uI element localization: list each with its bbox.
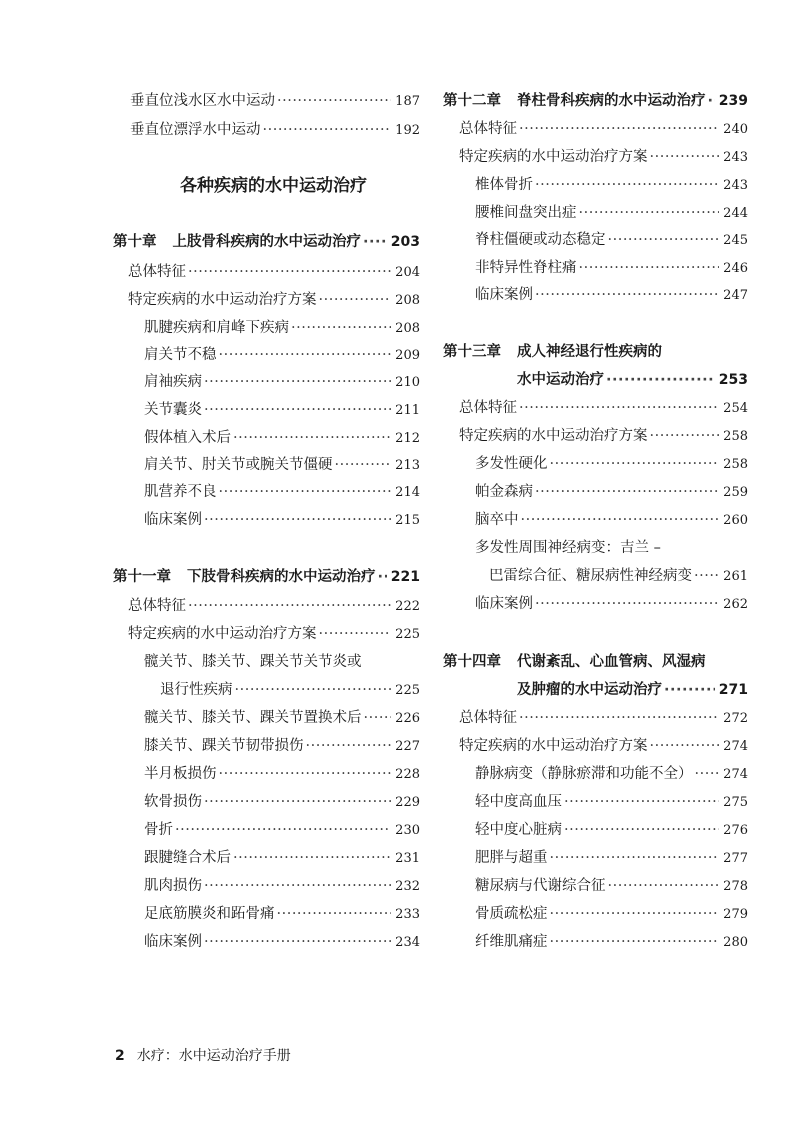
- toc-entry: [144, 820, 420, 841]
- entry-page: 225: [395, 627, 420, 642]
- toc-entry: [475, 454, 748, 475]
- entry-page: 213: [395, 458, 420, 473]
- chapter-heading-cont: [517, 680, 748, 700]
- leader-dots: [650, 736, 720, 756]
- entry-page: 240: [723, 122, 748, 137]
- chapter-title: 成人神经退行性疾病的: [517, 344, 662, 360]
- entry-page: 204: [395, 265, 420, 280]
- entry-page: 278: [723, 879, 748, 894]
- toc-entry: [144, 400, 420, 421]
- entry-page: 259: [723, 485, 748, 500]
- entry-page: 280: [723, 935, 748, 950]
- entry-page: 234: [395, 935, 420, 950]
- chapter-page: 221: [390, 569, 420, 585]
- entry-title: 肥胖与超重: [475, 850, 548, 866]
- toc-entry: [459, 708, 748, 729]
- entry-page: 232: [395, 879, 420, 894]
- toc-entry: [128, 262, 420, 283]
- toc-entry: [459, 736, 748, 757]
- leader-dots: [608, 230, 720, 250]
- chapter-title: 下肢骨科疾病的水中运动治疗: [187, 569, 376, 585]
- entry-page: 192: [395, 123, 420, 138]
- entry-title: 临床案例: [475, 287, 533, 303]
- entry-title: 肩关节、肘关节或腕关节僵硬: [144, 457, 333, 473]
- entry-title: 总体特征: [128, 598, 186, 614]
- entry-title: 脑卒中: [475, 512, 519, 528]
- leader-dots: [519, 398, 719, 418]
- chapter-title: 代谢紊乱、心血管病、风湿病: [517, 654, 706, 670]
- leader-dots: [306, 736, 392, 756]
- entry-page: 208: [395, 293, 420, 308]
- entry-page: 262: [723, 597, 748, 612]
- entry-page: 274: [723, 739, 748, 754]
- leader-dots: [188, 596, 391, 616]
- entry-page: 230: [395, 823, 420, 838]
- entry-title: 纤维肌痛症: [475, 934, 548, 950]
- toc-entry: [144, 708, 420, 729]
- entry-page: 226: [395, 711, 420, 726]
- page-footer: [115, 1046, 291, 1066]
- chapter-title: 及肿瘤的水中运动治疗: [517, 682, 662, 698]
- leader-dots: [204, 400, 391, 420]
- toc-entry: [144, 792, 420, 813]
- leader-dots: [521, 510, 720, 530]
- entry-title: 临床案例: [475, 596, 533, 612]
- leader-dots: [175, 820, 391, 840]
- leader-dots: [235, 680, 392, 700]
- toc-entry-line: [144, 652, 420, 672]
- toc-entry: [475, 482, 748, 503]
- toc-entry: [475, 510, 748, 531]
- leader-dots: [204, 932, 391, 952]
- chapter-heading: [443, 342, 748, 362]
- entry-title: 非特异性脊柱痛: [475, 260, 577, 276]
- leader-dots: [550, 454, 720, 474]
- chapter-heading-cont: [517, 370, 748, 390]
- entry-title: 静脉病变（静脉瘀滞和功能不全）: [475, 766, 693, 782]
- toc-entry: [475, 764, 748, 785]
- toc-entry: [144, 764, 420, 785]
- entry-page: 215: [395, 513, 420, 528]
- leader-dots: [319, 290, 392, 310]
- entry-title: 退行性疾病: [160, 682, 233, 698]
- entry-page: 210: [395, 375, 420, 390]
- entry-title: 肩袖疾病: [144, 374, 202, 390]
- entry-title: 软骨损伤: [144, 794, 202, 810]
- chapter-number: 第十四章: [443, 654, 501, 670]
- toc-entry: [128, 290, 420, 311]
- entry-page: 222: [395, 599, 420, 614]
- toc-entry: [144, 876, 420, 897]
- entry-title: 假体植入术后: [144, 430, 231, 446]
- toc-entry: [475, 932, 748, 953]
- toc-entry: [144, 904, 420, 925]
- toc-entry: [144, 848, 420, 869]
- entry-page: 258: [723, 457, 748, 472]
- leader-dots: [263, 120, 392, 140]
- toc-entry: [144, 372, 420, 393]
- toc-entry: [130, 91, 420, 112]
- toc-entry: [459, 147, 748, 168]
- leader-dots: [364, 708, 392, 728]
- toc-entry: [475, 904, 748, 925]
- leader-dots: [535, 482, 719, 502]
- entry-title: 帕金森病: [475, 484, 533, 500]
- entry-title: 垂直位浅水区水中运动: [130, 93, 275, 109]
- leader-dots: [535, 594, 719, 614]
- entry-title: 特定疾病的水中运动治疗方案: [459, 738, 648, 754]
- entry-title: 特定疾病的水中运动治疗方案: [459, 428, 648, 444]
- entry-page: 243: [723, 150, 748, 165]
- entry-page: 258: [723, 429, 748, 444]
- leader-dots: [650, 147, 720, 167]
- entry-title: 巴雷综合征、糖尿病性神经病变: [489, 568, 692, 584]
- toc-entry-line: [475, 538, 748, 558]
- entry-title: 膝关节、踝关节韧带损伤: [144, 738, 304, 754]
- toc-entry: [475, 876, 748, 897]
- footer-page-number: 2: [115, 1048, 125, 1064]
- leader-dots: [519, 708, 719, 728]
- toc-entry: [128, 624, 420, 645]
- chapter-heading: [443, 91, 748, 111]
- entry-title: 肌营养不良: [144, 484, 217, 500]
- entry-title: 垂直位漂浮水中运动: [130, 122, 261, 138]
- entry-title: 特定疾病的水中运动治疗方案: [128, 292, 317, 308]
- leader-dots: [188, 262, 391, 282]
- toc-entry: [489, 566, 748, 587]
- section-title: 各种疾病的水中运动治疗: [180, 176, 367, 196]
- entry-title: 腰椎间盘突出症: [475, 205, 577, 221]
- leader-dots: [219, 482, 392, 502]
- toc-entry: [459, 398, 748, 419]
- chapter-number: 第十三章: [443, 344, 501, 360]
- leader-dots: [650, 426, 720, 446]
- entry-page: 245: [723, 233, 748, 248]
- entry-page: 260: [723, 513, 748, 528]
- leader-dots: [219, 345, 392, 365]
- leader-dots: [277, 904, 392, 924]
- entry-page: 228: [395, 767, 420, 782]
- leader-dots: [579, 203, 720, 223]
- leader-dots: [564, 792, 719, 812]
- toc-entry: [459, 426, 748, 447]
- leader-dots: [694, 566, 719, 586]
- footer-book-title: 水疗：水中运动治疗手册: [136, 1048, 291, 1064]
- entry-title: 轻中度高血压: [475, 794, 562, 810]
- leader-dots: [550, 932, 720, 952]
- entry-title: 脊柱僵硬或动态稳定: [475, 232, 606, 248]
- entry-page: 254: [723, 401, 748, 416]
- entry-title: 足底筋膜炎和跖骨痛: [144, 906, 275, 922]
- toc-entry: [475, 230, 748, 251]
- entry-title: 总体特征: [459, 121, 517, 137]
- entry-title: 多发性周围神经病变：吉兰 –: [475, 540, 661, 556]
- entry-page: 229: [395, 795, 420, 810]
- entry-title: 糖尿病与代谢综合征: [475, 878, 606, 894]
- chapter-title: 脊柱骨科疾病的水中运动治疗: [517, 93, 706, 109]
- leader-dots: [564, 820, 719, 840]
- entry-title: 总体特征: [128, 264, 186, 280]
- entry-page: 274: [723, 767, 748, 782]
- leader-dots: [363, 232, 387, 252]
- entry-title: 肌肉损伤: [144, 878, 202, 894]
- chapter-page: 203: [390, 234, 420, 250]
- leader-dots: [664, 680, 715, 700]
- entry-title: 半月板损伤: [144, 766, 217, 782]
- leader-dots: [550, 904, 720, 924]
- toc-entry: [130, 120, 420, 141]
- leader-dots: [535, 285, 719, 305]
- entry-title: 髋关节、膝关节、踝关节关节炎或: [144, 654, 362, 670]
- entry-title: 总体特征: [459, 710, 517, 726]
- leader-dots: [695, 764, 720, 784]
- leader-dots: [579, 258, 720, 278]
- toc-entry: [144, 482, 420, 503]
- leader-dots: [204, 372, 391, 392]
- toc-entry: [475, 848, 748, 869]
- entry-page: 276: [723, 823, 748, 838]
- entry-page: 275: [723, 795, 748, 810]
- entry-title: 骨质疏松症: [475, 906, 548, 922]
- leader-dots: [277, 91, 391, 111]
- entry-title: 髋关节、膝关节、踝关节置换术后: [144, 710, 362, 726]
- entry-page: 231: [395, 851, 420, 866]
- chapter-heading: [443, 652, 748, 672]
- toc-entry: [475, 594, 748, 615]
- entry-title: 多发性硬化: [475, 456, 548, 472]
- entry-page: 209: [395, 348, 420, 363]
- toc-entry: [459, 119, 748, 140]
- entry-page: 225: [395, 683, 420, 698]
- entry-page: 211: [395, 403, 420, 418]
- leader-dots: [608, 876, 720, 896]
- leader-dots: [535, 175, 719, 195]
- leader-dots: [378, 567, 387, 587]
- toc-entry: [475, 820, 748, 841]
- entry-page: 279: [723, 907, 748, 922]
- leader-dots: [204, 510, 391, 530]
- toc-entry: [475, 792, 748, 813]
- entry-page: 243: [723, 178, 748, 193]
- entry-title: 总体特征: [459, 400, 517, 416]
- toc-entry: [144, 345, 420, 366]
- chapter-number: 第十一章: [113, 569, 171, 585]
- chapter-title: 上肢骨科疾病的水中运动治疗: [172, 234, 361, 250]
- entry-title: 关节囊炎: [144, 402, 202, 418]
- toc-entry: [160, 680, 420, 701]
- chapter-number: 第十二章: [443, 93, 501, 109]
- leader-dots: [335, 455, 392, 475]
- toc-entry: [475, 175, 748, 196]
- leader-dots: [550, 848, 720, 868]
- entry-page: 214: [395, 485, 420, 500]
- leader-dots: [233, 848, 391, 868]
- toc-entry: [475, 285, 748, 306]
- entry-page: 227: [395, 739, 420, 754]
- toc-entry: [128, 596, 420, 617]
- toc-entry: [475, 258, 748, 279]
- leader-dots: [204, 792, 391, 812]
- leader-dots: [519, 119, 719, 139]
- toc-entry: [144, 736, 420, 757]
- chapter-heading: [113, 232, 420, 252]
- toc-entry: [144, 932, 420, 953]
- entry-title: 肌腱疾病和肩峰下疾病: [144, 320, 289, 336]
- entry-title: 椎体骨折: [475, 177, 533, 193]
- leader-dots: [219, 764, 392, 784]
- entry-title: 跟腱缝合术后: [144, 850, 231, 866]
- toc-entry: [475, 203, 748, 224]
- leader-dots: [708, 91, 715, 111]
- chapter-page: 253: [718, 372, 748, 388]
- chapter-page: 271: [718, 682, 748, 698]
- entry-page: 208: [395, 321, 420, 336]
- entry-page: 187: [395, 94, 420, 109]
- chapter-page: 239: [718, 93, 748, 109]
- entry-page: 212: [395, 431, 420, 446]
- leader-dots: [204, 876, 391, 896]
- chapter-heading: [113, 567, 420, 587]
- entry-page: 261: [723, 569, 748, 584]
- entry-title: 轻中度心脏病: [475, 822, 562, 838]
- toc-entry: [144, 510, 420, 531]
- entry-title: 临床案例: [144, 512, 202, 528]
- entry-title: 临床案例: [144, 934, 202, 950]
- leader-dots: [606, 370, 715, 390]
- leader-dots: [319, 624, 392, 644]
- entry-page: 272: [723, 711, 748, 726]
- entry-title: 肩关节不稳: [144, 347, 217, 363]
- entry-page: 277: [723, 851, 748, 866]
- chapter-title: 水中运动治疗: [517, 372, 604, 388]
- toc-entry: [144, 428, 420, 449]
- chapter-number: 第十章: [113, 234, 157, 250]
- entry-page: 246: [723, 261, 748, 276]
- toc-entry: [144, 455, 420, 476]
- entry-title: 骨折: [144, 822, 173, 838]
- entry-page: 244: [723, 206, 748, 221]
- entry-page: 247: [723, 288, 748, 303]
- entry-title: 特定疾病的水中运动治疗方案: [128, 626, 317, 642]
- toc-entry: [144, 318, 420, 339]
- leader-dots: [291, 318, 391, 338]
- entry-title: 特定疾病的水中运动治疗方案: [459, 149, 648, 165]
- entry-page: 233: [395, 907, 420, 922]
- leader-dots: [233, 428, 391, 448]
